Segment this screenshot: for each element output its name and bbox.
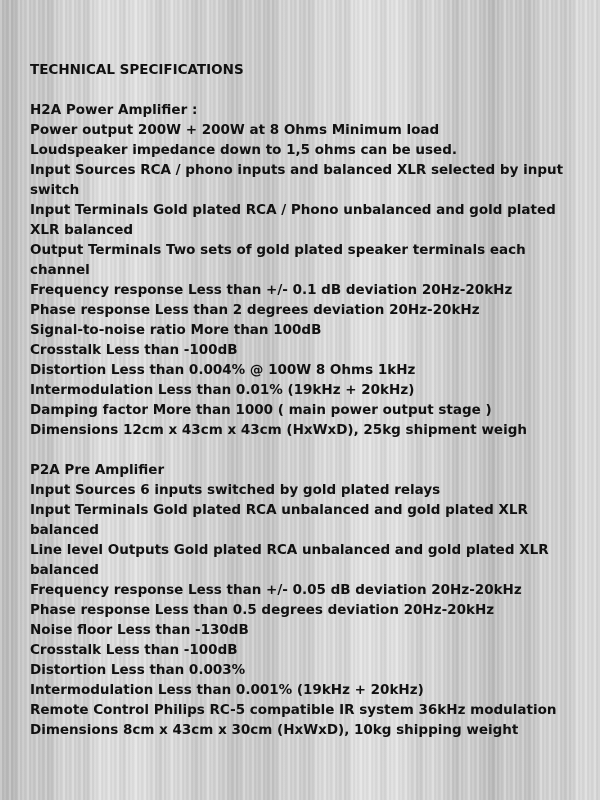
- spec-line: Distortion Less than 0.003%: [30, 662, 246, 678]
- spec-line: Signal-to-noise ratio More than 100dB: [30, 322, 322, 338]
- h2a-heading: H2A Power Amplifier :: [30, 102, 198, 118]
- spec-line: Loudspeaker impedance down to 1,5 ohms can be used.: [30, 142, 457, 158]
- spec-line: Frequency response Less than +/- 0.1 dB deviation 20Hz-20kHz: [30, 282, 513, 298]
- spec-line: Damping factor More than 1000 ( main power output stage ): [30, 402, 492, 418]
- spec-line: Power output 200W + 200W at 8 Ohms Minimum load: [30, 122, 440, 138]
- spec-sheet: [30, 60, 575, 740]
- spec-line: Remote Control Philips RC-5 compatible IR system 36kHz modulation: [30, 702, 557, 718]
- spec-line: Phase response Less than 0.5 degrees deviation 20Hz-20kHz: [30, 602, 495, 618]
- spec-line: Input Terminals Gold plated RCA / Phono unbalanced and gold plated XLR balanced: [30, 202, 556, 238]
- p2a-heading: P2A Pre Amplifier: [30, 462, 165, 478]
- spec-line: Output Terminals Two sets of gold plated speaker terminals each channel: [30, 242, 526, 278]
- spec-line: Input Terminals Gold plated RCA unbalanced and gold plated XLR balanced: [30, 502, 528, 538]
- spec-line: Intermodulation Less than 0.01% (19kHz + 20kHz): [30, 382, 415, 398]
- spec-line: Crosstalk Less than -100dB: [30, 642, 238, 658]
- page-title: TECHNICAL SPECIFICATIONS: [30, 62, 244, 78]
- spec-line: Input Sources RCA / phono inputs and balanced XLR selected by input switch: [30, 162, 564, 198]
- spec-line: Phase response Less than 2 degrees deviation 20Hz-20kHz: [30, 302, 480, 318]
- h2a-spec-list: [30, 120, 575, 440]
- p2a-spec-list: [30, 480, 575, 740]
- spec-line: Line level Outputs Gold plated RCA unbalanced and gold plated XLR balanced: [30, 542, 549, 578]
- spec-line: Distortion Less than 0.004% @ 100W 8 Ohms 1kHz: [30, 362, 416, 378]
- spec-line: Dimensions 12cm x 43cm x 43cm (HxWxD), 25kg shipment weigh: [30, 422, 527, 438]
- spacer: [30, 440, 575, 460]
- spec-line: Dimensions 8cm x 43cm x 30cm (HxWxD), 10kg shipping weight: [30, 722, 519, 738]
- spec-line: Frequency response Less than +/- 0.05 dB deviation 20Hz-20kHz: [30, 582, 522, 598]
- spacer: [30, 80, 575, 100]
- spec-line: Crosstalk Less than -100dB: [30, 342, 238, 358]
- spec-line: Input Sources 6 inputs switched by gold plated relays: [30, 482, 441, 498]
- spec-line: Intermodulation Less than 0.001% (19kHz + 20kHz): [30, 682, 424, 698]
- spec-line: Noise floor Less than -130dB: [30, 622, 249, 638]
